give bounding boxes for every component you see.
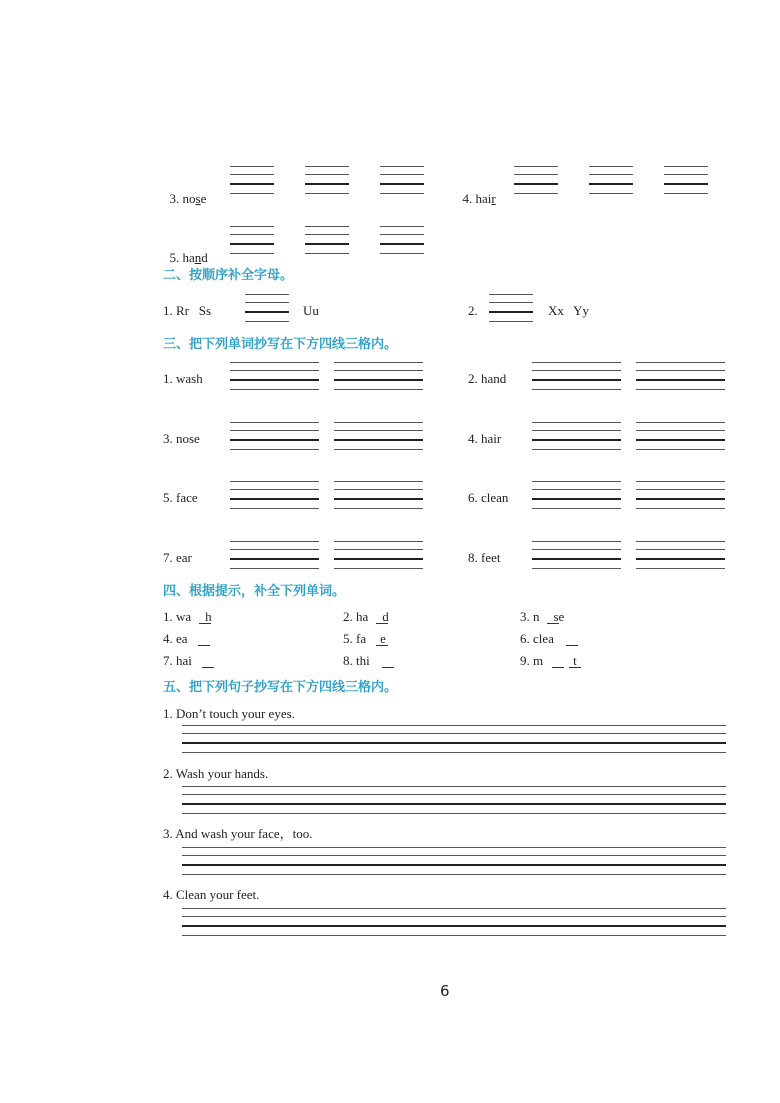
letters-before: Rr Ss [176, 303, 212, 318]
word-part: fa [356, 631, 367, 646]
word-part: d [382, 609, 389, 624]
section4-heading: 四、根据提示，补全下列单词。 [163, 584, 346, 599]
writing-box[interactable] [230, 541, 319, 569]
fill-item [520, 631, 554, 646]
word-part: h [205, 609, 212, 624]
writing-box[interactable] [636, 362, 725, 390]
sentence-label: 1. Don’t touch your eyes. [163, 706, 295, 721]
word-label: 1. wash [163, 371, 203, 386]
writing-box[interactable] [532, 422, 621, 450]
word-part: t [573, 653, 577, 668]
item-number: 4. [462, 191, 473, 206]
word-label: 7. ear [163, 550, 192, 565]
word-part: ha [182, 250, 195, 265]
letter-blank[interactable] [202, 667, 214, 668]
sentence-label: 4. Clean your feet. [163, 887, 260, 902]
item-number: 6. [520, 631, 530, 646]
word-part: ea [176, 631, 188, 646]
item-number: 9. [520, 653, 530, 668]
word-label: 2. hand [468, 371, 507, 386]
writing-box[interactable] [230, 481, 319, 509]
word-label: 6. clean [468, 490, 509, 505]
word-part: thi [356, 653, 370, 668]
writing-box[interactable] [334, 422, 423, 450]
word-part: clea [533, 631, 554, 646]
item-number: 1. [163, 303, 173, 318]
part1-item-5 [163, 235, 208, 265]
word-part: n [533, 609, 540, 624]
section2-q1 [163, 303, 211, 318]
writing-box[interactable] [514, 166, 558, 194]
word-underlined-letter: n [194, 250, 202, 265]
writing-box[interactable] [636, 481, 725, 509]
letter-blank[interactable] [382, 667, 394, 668]
writing-box[interactable] [305, 226, 349, 254]
item-number: 2. [343, 609, 353, 624]
writing-box[interactable] [230, 362, 319, 390]
sentence-writing-box[interactable] [182, 725, 726, 753]
word-part: m [533, 653, 544, 668]
page-number: 6 [440, 982, 450, 1000]
word-label: 4. hair [468, 431, 502, 446]
fill-item [343, 653, 370, 668]
sentence-label: 3. And wash your face，too. [163, 826, 313, 841]
writing-box[interactable] [334, 481, 423, 509]
word-part: se [553, 609, 565, 624]
writing-box[interactable] [532, 541, 621, 569]
word-part: e [200, 191, 207, 206]
part1-item-4 [456, 176, 496, 206]
writing-box[interactable] [664, 166, 708, 194]
item-number: 4. [163, 631, 173, 646]
writing-box[interactable] [636, 422, 725, 450]
section2-q2-number: 2. [468, 303, 478, 318]
letter-blank[interactable] [566, 645, 578, 646]
sentence-writing-box[interactable] [182, 847, 726, 875]
letter-blank[interactable] [569, 667, 581, 668]
fill-item [343, 609, 389, 624]
word-part: wa [176, 609, 192, 624]
fill-item [343, 631, 386, 646]
writing-box[interactable] [305, 166, 349, 194]
word-underlined-letter: s [195, 191, 201, 206]
letter-blank-box[interactable] [489, 294, 533, 322]
sentence-writing-box[interactable] [182, 786, 726, 814]
word-part: hai [176, 653, 192, 668]
word-label: 5. face [163, 490, 198, 505]
word-part: e [380, 631, 386, 646]
word-label: 3. nose [163, 431, 200, 446]
item-number: 3. [520, 609, 530, 624]
word-underlined-letter: r [491, 191, 496, 206]
letter-blank[interactable] [376, 645, 388, 646]
section5-heading: 五、把下列句子抄写在下方四线三格内。 [163, 680, 398, 695]
letter-blank[interactable] [376, 623, 388, 624]
writing-box[interactable] [334, 541, 423, 569]
fill-item [163, 653, 192, 668]
letter-blank[interactable] [199, 623, 211, 624]
word-part: d [201, 250, 208, 265]
word-label: 8. feet [468, 550, 501, 565]
writing-box[interactable] [230, 422, 319, 450]
word-part: ha [356, 609, 369, 624]
letter-blank-box[interactable] [245, 294, 289, 322]
letters-after: Uu [303, 303, 319, 318]
writing-box[interactable] [334, 362, 423, 390]
writing-box[interactable] [532, 481, 621, 509]
item-number: 7. [163, 653, 173, 668]
word-part: hai [475, 191, 492, 206]
item-number: 5. [169, 250, 180, 265]
letter-blank[interactable] [547, 623, 559, 624]
item-number: 1. [163, 609, 173, 624]
writing-box[interactable] [636, 541, 725, 569]
part1-item-3 [163, 176, 206, 206]
word-part: no [182, 191, 196, 206]
writing-box[interactable] [230, 226, 274, 254]
fill-item [163, 609, 212, 624]
letter-blank[interactable] [198, 645, 210, 646]
fill-item [163, 631, 188, 646]
writing-box[interactable] [230, 166, 274, 194]
fill-item [520, 653, 577, 668]
letters-after: Xx Yy [548, 303, 590, 318]
item-number: 8. [343, 653, 353, 668]
item-number: 3. [169, 191, 180, 206]
sentence-writing-box[interactable] [182, 908, 726, 936]
writing-box[interactable] [589, 166, 633, 194]
fill-item [520, 609, 564, 624]
section3-heading: 三、把下列单词抄写在下方四线三格内。 [163, 337, 398, 352]
writing-box[interactable] [380, 226, 424, 254]
item-number: 5. [343, 631, 353, 646]
section2-heading: 二、按顺序补全字母。 [163, 268, 294, 283]
letter-blank[interactable] [552, 667, 564, 668]
sentence-label: 2. Wash your hands. [163, 766, 269, 781]
writing-box[interactable] [380, 166, 424, 194]
writing-box[interactable] [532, 362, 621, 390]
